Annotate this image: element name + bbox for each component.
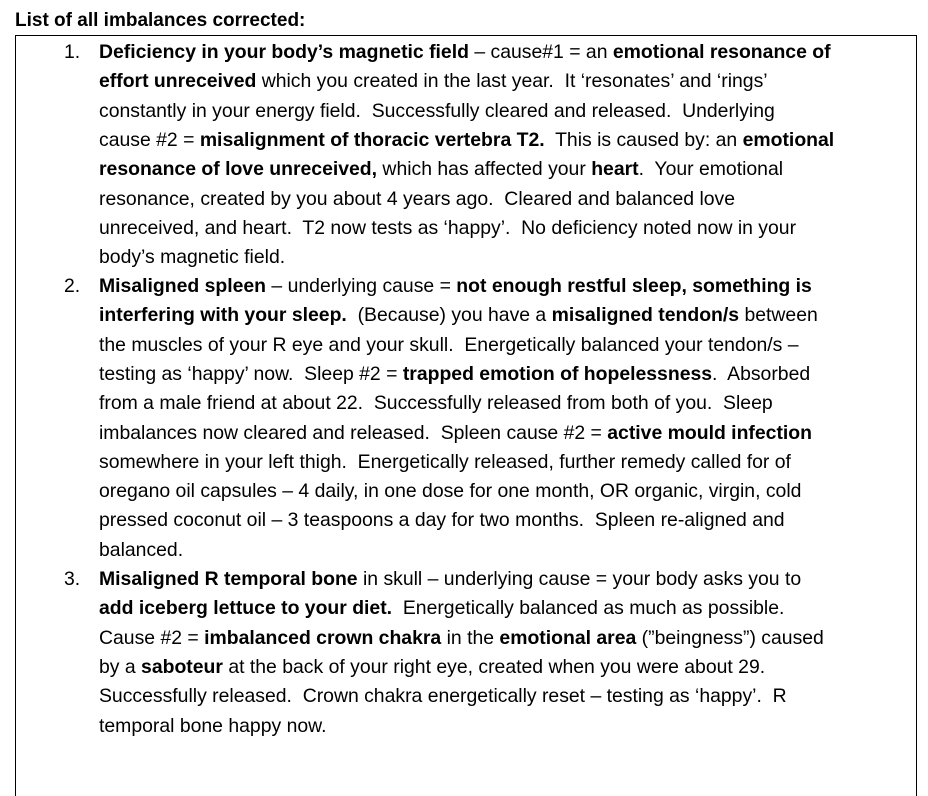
bold-text: Misaligned spleen — [99, 275, 267, 297]
text-run: the muscles of your R eye and your skull. Energetically balanced your tendon/s – — [99, 333, 799, 356]
bold-text: misalignment of thoracic vertebra T2. — [199, 128, 545, 151]
text-run: . Your emotional — [638, 158, 784, 181]
bold-text: emotional — [742, 128, 835, 151]
text-run: by a — [99, 655, 142, 678]
text-run: unreceived, and heart. T2 now tests as ‘happy’. No deficiency noted now in your — [99, 216, 797, 239]
text-line — [99, 448, 791, 477]
list-item-number: 1. — [64, 41, 81, 63]
bold-text: heart — [591, 158, 639, 181]
text-run: Energetically balanced as much as possible. — [392, 597, 785, 620]
bold-text: Deficiency in your body’s magnetic field — [99, 41, 469, 63]
text-run: resonance, created by you about 4 years ago. Cleared and balanced love — [99, 187, 736, 210]
text-line — [99, 712, 326, 741]
text-line — [99, 331, 799, 360]
text-run: body’s magnetic field. — [99, 246, 286, 269]
text-run: in skull – underlying cause = your body asks you to — [357, 568, 802, 590]
text-run: Successfully released. Crown chakra energetically reset – testing as ‘happy’. R — [99, 685, 787, 708]
bold-text: imbalanced crown chakra — [204, 626, 442, 649]
text-line — [99, 214, 796, 243]
text-line — [99, 67, 768, 96]
text-line — [99, 624, 824, 653]
bold-text: effort unreceived — [99, 70, 257, 93]
text-line — [99, 155, 783, 184]
bold-text: saboteur — [141, 655, 223, 678]
text-run: constantly in your energy field. Successfully cleared and released. Underlying — [99, 99, 775, 122]
text-line — [99, 301, 818, 330]
text-run: between — [739, 304, 818, 327]
text-run: imbalances now cleared and released. Spleen cause #2 = — [99, 421, 608, 444]
text-line — [99, 97, 775, 126]
text-run: balanced. — [99, 538, 184, 561]
text-line — [99, 38, 831, 67]
text-line — [99, 243, 285, 272]
text-line — [99, 419, 812, 448]
text-run: Cause #2 = — [99, 626, 205, 649]
bold-text: not enough restful sleep, something is — [456, 275, 812, 297]
text-run: which has affected your — [377, 158, 592, 181]
bold-text: emotional resonance of — [612, 41, 831, 63]
text-line — [99, 594, 784, 623]
bold-text: active mould infection — [607, 421, 812, 444]
text-line — [99, 272, 812, 301]
text-run: from a male friend at about 22. Successfully released from both of you. Sleep — [99, 392, 773, 415]
imbalances-list-box — [15, 35, 917, 796]
text-run: somewhere in your left thigh. Energetically released, further remedy called for of — [99, 450, 791, 473]
bold-text: resonance of love unreceived, — [99, 158, 378, 181]
text-line — [99, 360, 810, 389]
list-item-number: 2. — [64, 275, 81, 297]
text-line — [99, 536, 183, 565]
text-run: (Because) you have a — [346, 304, 552, 327]
text-line — [99, 682, 787, 711]
text-line — [99, 389, 773, 418]
text-line — [99, 506, 785, 535]
list-item-number: 3. — [64, 568, 81, 590]
text-run: at the back of your right eye, created when you were about 29. — [222, 655, 766, 678]
text-run: cause #2 = — [99, 128, 200, 151]
text-run: pressed coconut oil – 3 teaspoons a day for two months. Spleen re-aligned and — [99, 509, 785, 532]
text-run: which you created in the last year. It ‘resonates’ and ‘rings’ — [256, 70, 768, 93]
text-run: This is caused by: an — [544, 128, 743, 151]
text-line — [99, 126, 834, 155]
bold-text: trapped emotion of hopelessness — [402, 362, 713, 385]
page-heading: List of all imbalances corrected: — [15, 10, 306, 31]
text-run: temporal bone happy now. — [99, 714, 327, 737]
text-run: – cause#1 = an — [468, 41, 613, 63]
bold-text: add iceberg lettuce to your diet. — [99, 597, 393, 620]
bold-text: Misaligned R temporal bone — [99, 568, 358, 590]
text-run: – underlying cause = — [266, 275, 457, 297]
text-run: . Absorbed — [712, 362, 811, 385]
bold-text: misaligned tendon/s — [551, 304, 740, 327]
bold-text: emotional area — [499, 626, 637, 649]
text-line — [99, 185, 735, 214]
text-run: oregano oil capsules – 4 daily, in one dose for one month, OR organic, virgin, cold — [99, 480, 802, 503]
bold-text: interfering with your sleep. — [99, 304, 347, 327]
text-line — [99, 565, 801, 594]
text-line — [99, 653, 765, 682]
text-run: (”beingness”) caused — [636, 626, 824, 649]
text-run: testing as ‘happy’ now. Sleep #2 = — [99, 362, 403, 385]
text-line — [99, 477, 801, 506]
text-run: in the — [441, 626, 500, 649]
